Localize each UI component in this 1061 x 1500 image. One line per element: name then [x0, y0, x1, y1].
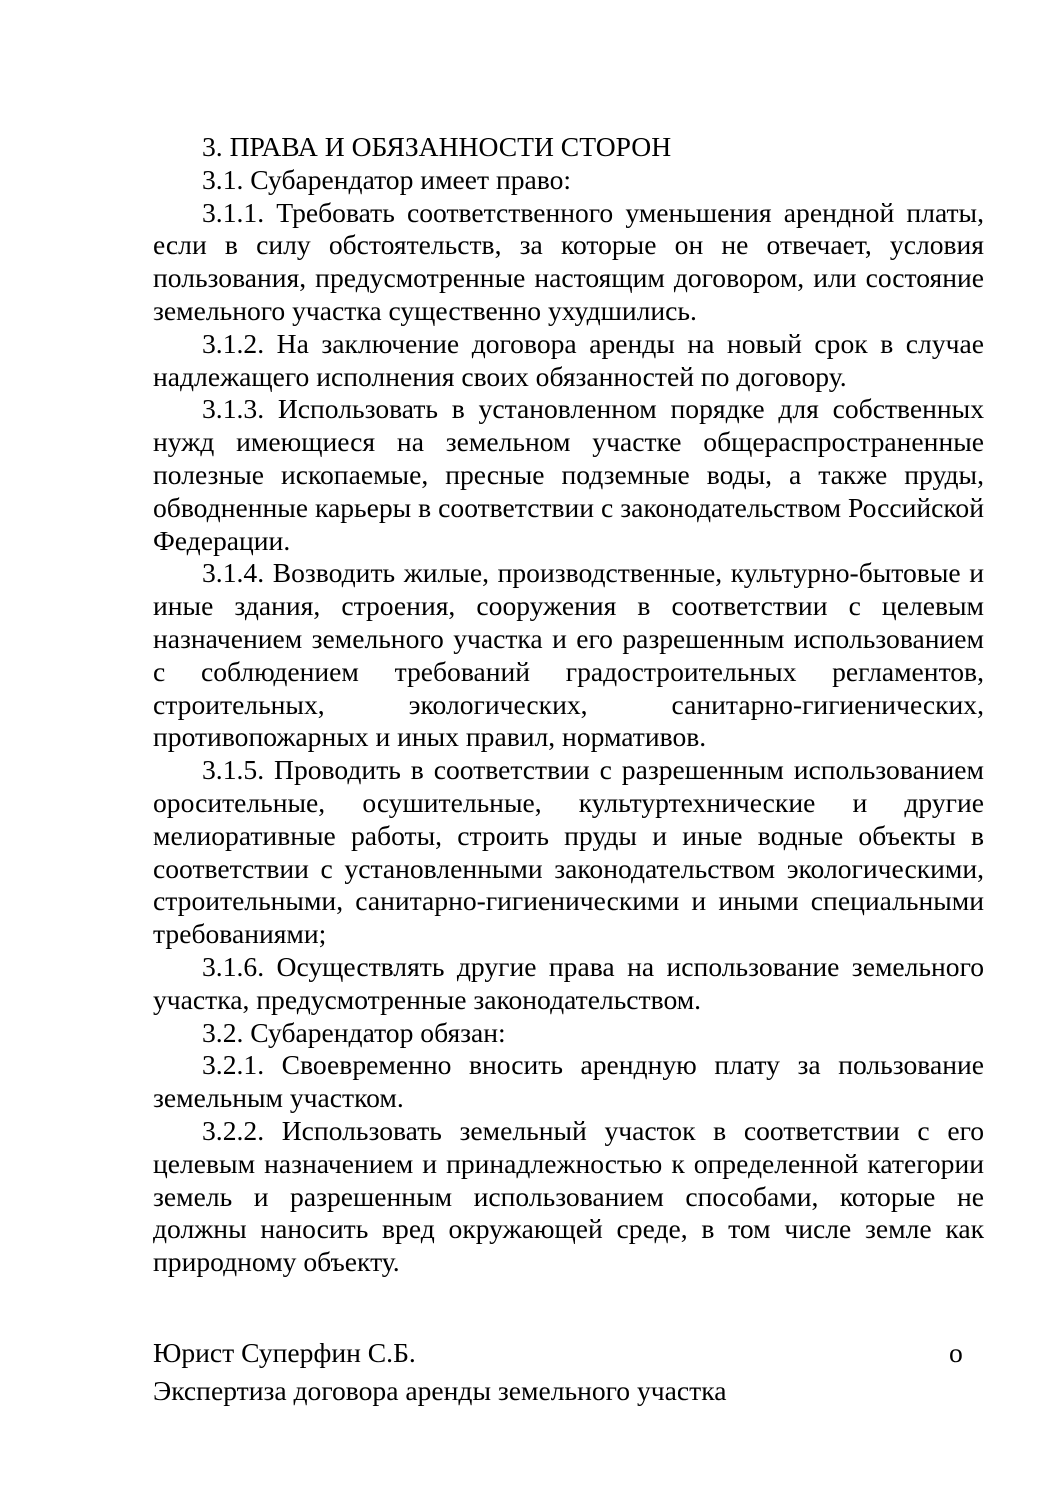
- paragraph-3-1-1: 3.1.1. Требовать соответственного уменьшения арендной платы, если в силу обстоятельств, за которые он не отвечает, условия пользования, предусмотренные настоящим договором, или состояние земельного участка существенно ухудшились.: [153, 196, 984, 326]
- paragraph-3-1-3: 3.1.3. Использовать в установленном порядке для собственных нужд имеющиеся на земельном участке общераспространенные полезные ископаемые, пресные подземные воды, а также пруды, обводненные карьеры в соответствии с законодательством Российской Федерации.: [153, 393, 984, 556]
- paragraph-3-1-2: 3.1.2. На заключение договора аренды на новый срок в случае надлежащего исполнения своих обязанностей по договору.: [153, 327, 984, 392]
- paragraph-3-2-2: 3.2.2. Использовать земельный участок в соответствии с его целевым назначением и принадлежностью к определенной категории земель и разрешенным использованием способами, которые не должны наносить вред окружающей среде, в том числе земле как природному объекту.: [153, 1114, 984, 1278]
- footer-author: Юрист Суперфин С.Б.: [153, 1337, 416, 1368]
- footer-document-title: Экспертиза договора аренды земельного участка: [153, 1375, 727, 1406]
- paragraph-3-2-1: 3.2.1. Своевременно вносить арендную плату за пользование земельным участком.: [153, 1049, 984, 1114]
- document-body: [153, 131, 984, 1279]
- page-footer: [153, 1335, 984, 1406]
- paragraph-3-1-5: 3.1.5. Проводить в соответствии с разрешенным использованием оросительные, осушительные, культуртехнические и другие мелиоративные работы, строить пруды и иные водные объекты в соответствии с установленными законодательством экологическими, строительными, санитарно-гигиеническими и иными специальными требованиями;: [153, 754, 984, 950]
- paragraph-3-1-6: 3.1.6. Осуществлять другие права на использование земельного участка, предусмотренные законодательством.: [153, 950, 984, 1015]
- paragraph-3-1-4: 3.1.4. Возводить жилые, производственные, культурно-бытовые и иные здания, строения, сооружения в соответствии с целевым назначением земельного участка и его разрешенным использованием с соблюдением требований градостроительных регламентов, строительных, экологических, санитарно-гигиенических, противопожарных и иных правил, нормативов.: [153, 557, 984, 753]
- footer-page-marker: о: [949, 1337, 963, 1368]
- paragraph-3-2: 3.2. Субарендатор обязан:: [202, 1016, 506, 1048]
- section-heading: 3. ПРАВА И ОБЯЗАННОСТИ СТОРОН: [202, 131, 672, 162]
- paragraph-3-1: 3.1. Субарендатор имеет право:: [202, 163, 572, 195]
